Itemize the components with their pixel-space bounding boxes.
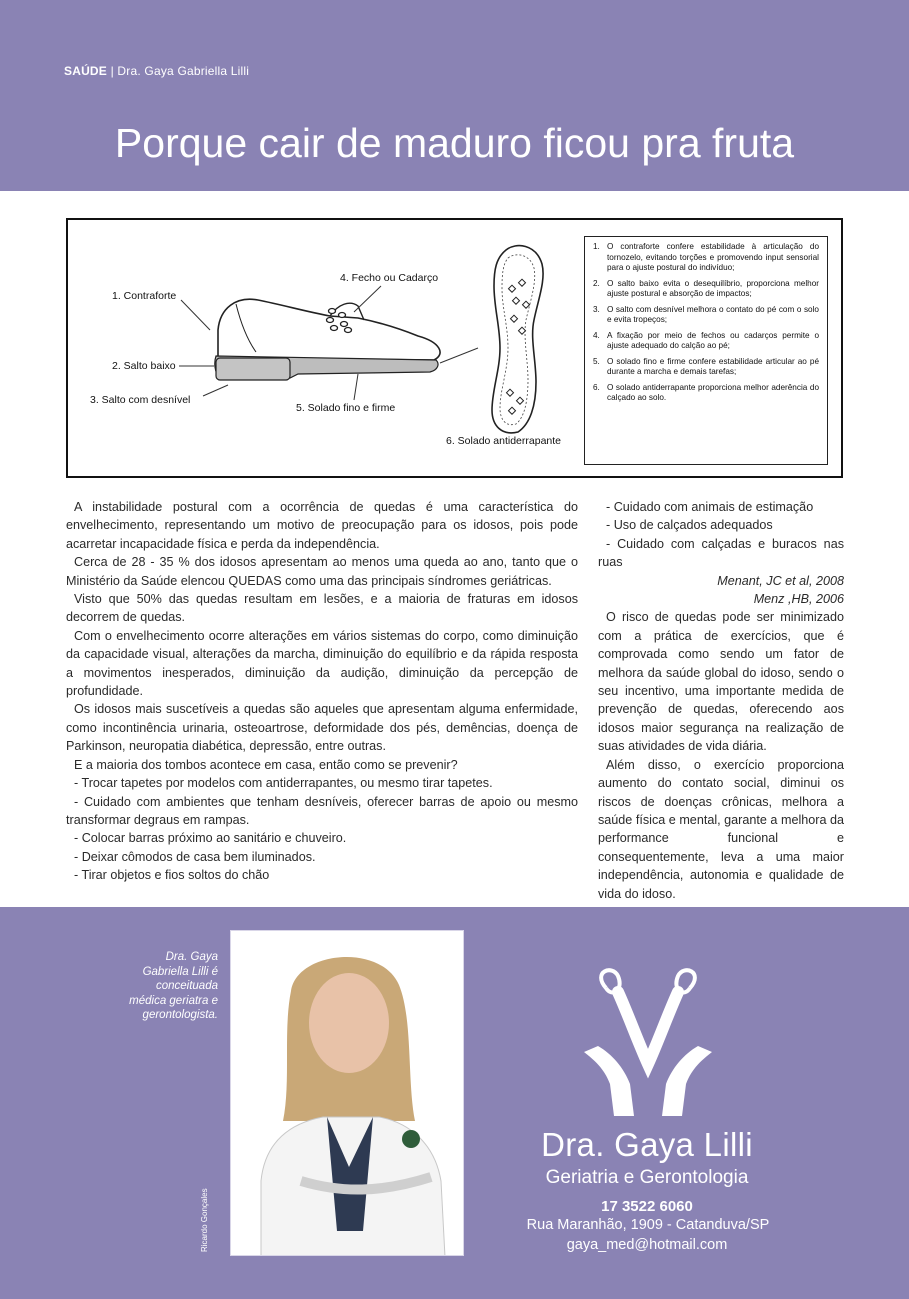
list-item: - Cuidado com calçadas e buracos nas ruas: [598, 536, 844, 570]
section-label: SAÚDE: [64, 64, 108, 78]
figure-note-text: O contraforte confere estabilidade à articulação do tornozelo, evitando torções e promovendo input sensorial para o ajuste postural do indivíduo;: [607, 242, 819, 272]
reference: Menz ,HB, 2006: [753, 592, 844, 607]
figure-note-number: 2.: [593, 278, 600, 288]
figure-note: [593, 305, 819, 326]
kicker-separator: |: [110, 64, 118, 78]
paragraph: O risco de quedas pode ser minimizado com a prática de exercícios, que é comprovada como sendo um fator de melhora da saúde global do idoso, sendo o seu incentivo, uma importante medida de prevenção de quedas, oferecendo aos idosos maior segurança na realização de suas atividades de vida diária.: [598, 610, 844, 754]
label-contraforte: 1. Contraforte: [112, 290, 177, 302]
figure-note-number: 1.: [593, 242, 600, 251]
figure-note-number: 6.: [593, 382, 600, 392]
paragraph: Além disso, o exercício proporciona aumento do contato social, diminui os riscos de doenças crônicas, melhora a saúde física e mental, garante a melhora da performance funcional e consequentemente, leva a uma maior independência, autonomia e qualidade de vida do idoso.: [598, 757, 844, 901]
label-salto-desnivel: 3. Salto com desnível: [90, 394, 191, 406]
shoe-figure: [66, 218, 843, 478]
figure-note: [593, 279, 819, 300]
article-title: Porque cair de maduro ficou pra fruta: [114, 120, 795, 166]
paragraph: A instabilidade postural com a ocorrência de quedas é uma característica do envelhecimento, representando um motivo de preocupação para os idosos, pois pode acarretar incapacidade física e perda da independência.: [66, 500, 578, 551]
photo-credit: Ricardo Gonçales: [200, 1188, 209, 1252]
list-item: - Colocar barras próximo ao sanitário e chuveiro.: [74, 831, 347, 846]
article-left-column: [66, 498, 578, 885]
paragraph: Visto que 50% das quedas resultam em lesões, e a maioria de fraturas em idosos decorrem de quedas.: [66, 592, 578, 625]
author-photo: [230, 930, 464, 1256]
article-right-column: [598, 498, 844, 903]
section-kicker: [64, 64, 249, 78]
shoe-upper: [218, 299, 440, 360]
list-item: - Cuidado com animais de estimação: [606, 500, 814, 514]
figure-note: [593, 383, 819, 404]
figure-note-number: 5.: [593, 356, 600, 366]
figure-notes-list: [593, 242, 819, 404]
figure-note-text: O salto baixo evita o desequilíbrio, proporciona melhor ajuste postural e absorção de impactos;: [607, 278, 819, 298]
label-solado-fino: 5. Solado fino e firme: [296, 402, 396, 414]
figure-note-text: A fixação por meio de fechos ou cadarços permite o ajuste adequado do calção ao pé;: [607, 330, 819, 350]
figure-note-text: O solado fino e firme confere estabilidade articular ao pé durante a marcha e demais tarefas;: [607, 356, 819, 376]
figure-note-text: O salto com desnível melhora o contato do pé com o solo e evita tropeços;: [607, 304, 819, 324]
figure-note-number: 4.: [593, 330, 600, 340]
figure-note: [593, 331, 819, 352]
shoe-heel: [216, 358, 290, 380]
brand-logo: [578, 968, 718, 1123]
header-band: [0, 0, 909, 191]
outsole: [492, 246, 543, 433]
photo-caption: Dra. Gaya Gabriella Lilli é conceituada médica geriatra e gerontologista.: [129, 951, 218, 1021]
email-address: gaya_med@hotmail.com: [566, 1237, 728, 1253]
list-item: - Deixar cômodos de casa bem iluminados.: [74, 849, 316, 864]
doctor-portrait-icon: [231, 931, 464, 1256]
list-item: - Tirar objetos e fios soltos do chão: [74, 868, 270, 883]
paragraph: Os idosos mais suscetíveis a quedas são aqueles que apresentam alguma enfermidade, como incontinência urinaria, osteoartrose, deformidade dos pés, demências, doença de Parkinson, neuropatia diabética, depressão, entre outras.: [66, 702, 578, 754]
paragraph: Com o envelhecimento ocorre alterações em vários sistemas do corpo, como diminuição da capacidade visual, alterações da marcha, diminuição do equilíbrio e da rápida resposta a movimentos inesperados, diminuição da audição, diminuição da percepção de profundidade.: [66, 628, 578, 699]
figure-note: [593, 357, 819, 378]
paragraph: E a maioria dos tombos acontece em casa, então como se prevenir?: [74, 757, 458, 772]
label-fecho: 4. Fecho ou Cadarço: [340, 272, 439, 284]
hands-logo-icon: [578, 968, 718, 1118]
reference: Menant, JC et al, 2008: [717, 573, 844, 588]
label-salto-baixo: 2. Salto baixo: [112, 360, 176, 372]
list-item: - Trocar tapetes por modelos com antiderrapantes, ou mesmo tirar tapetes.: [74, 776, 493, 791]
list-item: - Uso de calçados adequados: [606, 518, 773, 533]
brand-name: Dra. Gaya Lilli: [541, 1126, 753, 1163]
address: Rua Maranhão, 1909 - Catanduva/SP: [526, 1217, 770, 1233]
paragraph: Cerca de 28 - 35 % dos idosos apresentam ao menos uma queda ao ano, tanto que o Ministério da Saúde elencou QUEDAS como uma das principais síndromes geriátricas.: [66, 555, 578, 588]
brand-subtitle: Geriatria e Gerontologia: [545, 1167, 749, 1188]
phone-number: 17 3522 6060: [601, 1198, 693, 1215]
figure-note-number: 3.: [593, 304, 600, 314]
label-antiderrapante: 6. Solado antiderrapante: [446, 435, 562, 447]
figure-note: [593, 242, 819, 274]
figure-note-text: O solado antiderrapante proporciona melhor aderência do calçado ao solo.: [607, 382, 819, 402]
list-item: - Cuidado com ambientes que tenham desníveis, oferecer barras de apoio ou mesmo transformar degraus em rampas.: [66, 794, 578, 827]
author-name: Dra. Gaya Gabriella Lilli: [117, 64, 250, 78]
figure-notes-box: [584, 236, 828, 465]
